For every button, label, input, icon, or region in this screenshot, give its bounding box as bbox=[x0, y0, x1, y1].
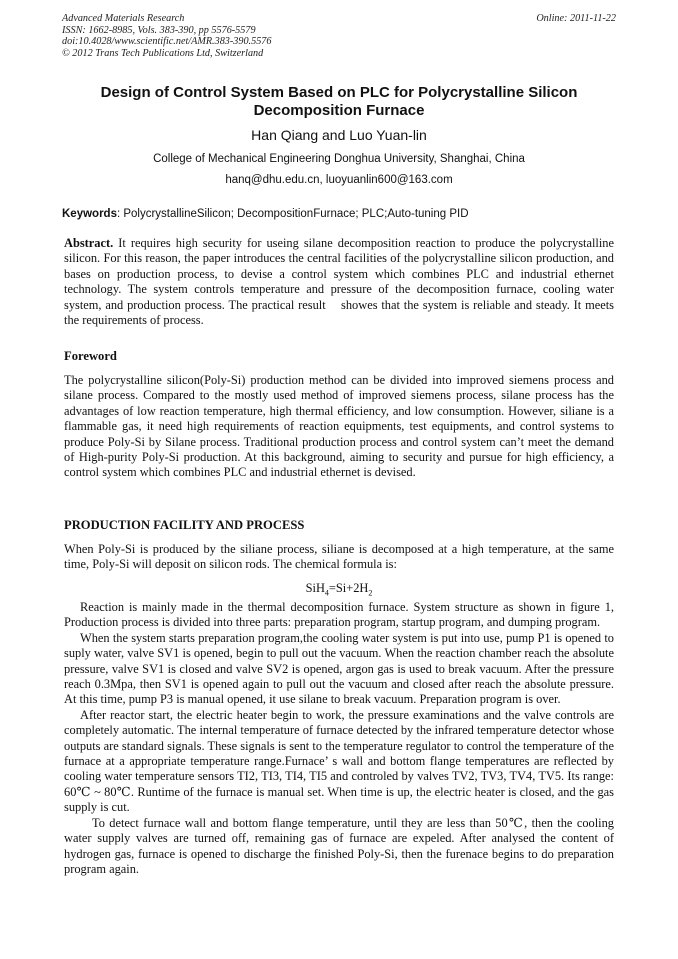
journal-name: Advanced Materials Research bbox=[62, 13, 185, 24]
keywords-text: : PolycrystallineSilicon; DecompositionFurnace; PLC;Auto-tuning PID bbox=[116, 208, 469, 220]
formula-part: =Si+2H bbox=[328, 581, 369, 595]
paragraph: Reaction is mainly made in the thermal decomposition furnace. System structure as shown in figure 1, Production process is divided into three parts: preparation program, startup program, and dumping program. bbox=[64, 600, 614, 630]
foreword-heading: Foreword bbox=[64, 349, 117, 363]
keywords bbox=[62, 207, 616, 221]
formula-part: SiH bbox=[305, 581, 325, 595]
paragraph: When the system starts preparation program,the cooling water system is put into use, pump P1 is opened to suply water, valve SV1 is opened, begin to pull out the vacuum. When the reaction chamber reach the absolute pressure, valve SV1 is closed and valve SV2 is opened, argon gas is used to break vacuum. After the pressure reach 0.3Mpa, then SV1 is opened again to pull out the vacuum and closed after reach the absolute pressure. At this time, pump P3 is manual opened, it use silane to break vacuum. Preparation program is over. bbox=[64, 630, 614, 707]
production-heading: PRODUCTION FACILITY AND PROCESS bbox=[64, 518, 305, 532]
keywords-label: Keywords bbox=[62, 208, 117, 220]
chemical-formula bbox=[64, 581, 614, 600]
journal-header bbox=[62, 13, 616, 59]
author-emails: hanq@dhu.edu.cn, luoyuanlin600@163.com bbox=[225, 174, 453, 186]
authors: Han Qiang and Luo Yuan-lin bbox=[251, 127, 427, 143]
paper-title: Design of Control System Based on PLC for Polycrystalline Silicon Decomposition Furnace bbox=[100, 84, 578, 119]
abstract-label: Abstract. bbox=[64, 236, 114, 250]
online-date: Online: 2011-11-22 bbox=[536, 13, 616, 24]
production-intro: When Poly-Si is produced by the siliane process, siliane is decomposed at a high temperature, at the same time, Poly-Si will deposit on silicon rods. The chemical formula is: bbox=[64, 542, 614, 572]
formula-subscript: 4 bbox=[324, 588, 329, 598]
abstract bbox=[64, 236, 618, 328]
doi-line: doi:10.4028/www.scientific.net/AMR.383-390.5576 bbox=[62, 36, 272, 48]
foreword-text: The polycrystalline silicon(Poly-Si) production method can be divided into improved siemens process and silane process. Compared to the mostly used method of improved siemens process, silane process has the advantages of low reaction temperature, high thermal efficiency, and low consumption. However, siliane is a flammable gas, it need high requirements of reaction equipments, test equipments, and control systems to produce Poly-Si by Silane process. Traditional production process and control system can’t meet the demand of High-purity Poly-Si production. At this background, aiming to security and pursue for high efficiency, a control system which combines PLC and industrial ethernet is devised. bbox=[64, 373, 614, 480]
affiliation: College of Mechanical Engineering Donghua University, Shanghai, China bbox=[153, 153, 525, 165]
abstract-text: It requires high security for useing silane decomposition reaction to produce the polycrystalline silicon. For this reason, the paper introduces the central facilities of the polycrystalline silicon production, and bases on production process, to devise a control system which combines PLC and industrial ethernet technology. The system controls temperature and pressure of the decomposition furnace, cooling water system, and production process. The practical result showes that the system is reliable and steady. It meets the requirements of process. bbox=[64, 236, 618, 328]
issn-line: ISSN: 1662-8985, Vols. 383-390, pp 5576-5579 bbox=[62, 24, 256, 36]
paragraph: To detect furnace wall and bottom flange temperature, until they are less than 50℃, then the cooling water supply valves are turned off, remaining gas of furnace are expeled. After analysed the content of hydrogen gas, furnace is opened to discharge the finished Poly-Si, then the furenace begins to do preparation program again. bbox=[64, 815, 614, 876]
paragraph: After reactor start, the electric heater begin to work, the pressure examinations and the valve controls are completely automatic. The internal temperature of furnace detected by the infrared temperature detector whose outputs are standard signals. These signals is sent to the temperature regulator to control the temperature of the furnace at a appropriate temperature range.Furnace’ s wall and bottom flange temperatures are reflected by cooling water temperature sensors TI2, TI3, TI4, TI5 and controled by valves TV2, TV3, TV4, TV5. Its range: 60℃ ~ 80℃. Runtime of the furnace is manual set. When time is up, the electric heater is closed, and the gas supply is cut. bbox=[64, 707, 614, 815]
copyright-line: © 2012 Trans Tech Publications Ltd, Switzerland bbox=[62, 47, 264, 59]
formula-subscript: 2 bbox=[368, 588, 373, 598]
production-process-text bbox=[64, 600, 614, 877]
